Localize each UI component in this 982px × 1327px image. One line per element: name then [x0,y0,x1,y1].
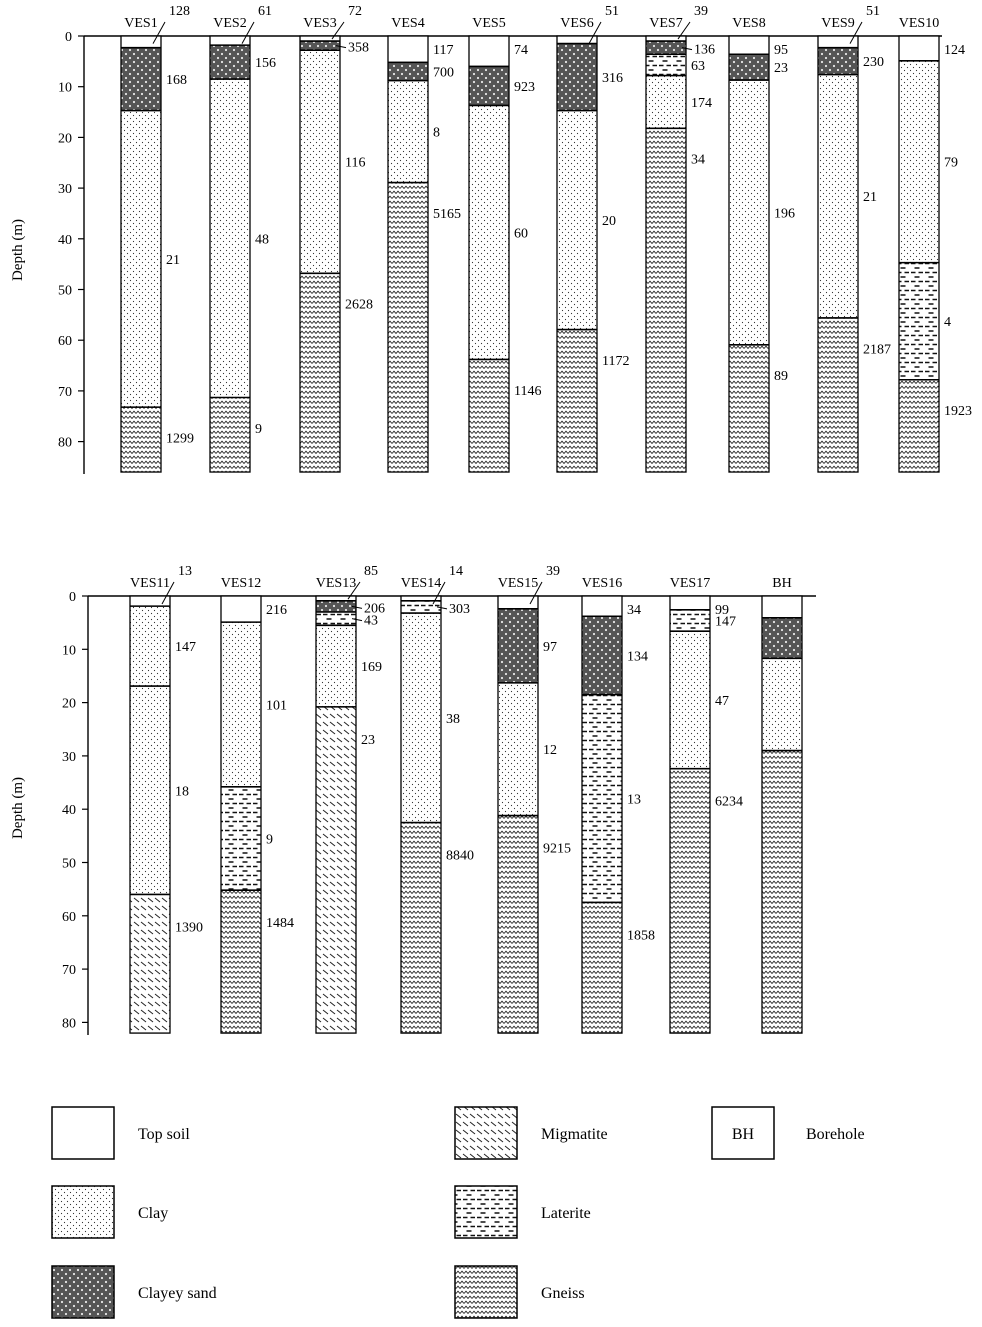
bottom-panel [10,564,816,1035]
depth-tick-label: 60 [62,909,76,925]
legend-swatch [52,1266,114,1318]
resistivity-label: 116 [345,155,366,171]
layer-gneiss [729,345,769,472]
legend-label: Migmatite [541,1126,608,1143]
legend-label: Gneiss [541,1285,585,1302]
resistivity-label: 156 [255,56,276,72]
legend-swatch [52,1186,114,1238]
resistivity-label: 79 [944,155,958,171]
ves-columns [130,564,802,1033]
depth-tick-label: 0 [65,30,72,45]
resistivity-label: 89 [774,369,788,385]
resistivity-label: 316 [602,71,623,87]
resistivity-label: 206 [364,601,385,617]
resistivity-label: 1299 [166,431,194,447]
depth-tick-label: 70 [58,384,72,400]
resistivity-label: 128 [169,4,190,19]
ves-name: VES17 [669,576,711,591]
depth-tick-label: 80 [58,435,72,451]
legend-item-borehole [712,1107,865,1159]
layer-clayey-sand [582,616,622,694]
layer-clay [210,79,250,397]
resistivity-label: 48 [255,232,269,248]
resistivity-label: 169 [361,660,382,676]
resistivity-label: 1858 [627,928,655,944]
resistivity-label: 6234 [715,794,743,810]
ves-name: VES8 [732,16,766,31]
resistivity-label: 700 [433,65,454,81]
layer-gneiss [646,128,686,472]
layer-gneiss [388,183,428,472]
layer-gneiss [469,359,509,472]
legend-item-gneiss [455,1266,585,1318]
layer-clayey-sand [818,48,858,75]
resistivity-label: 18 [175,784,189,800]
ves-column-ves17 [670,576,743,1033]
layer-clay [401,613,441,822]
layer-topsoil [388,36,428,62]
resistivity-label: 196 [774,206,795,222]
layer-clayey-sand [646,41,686,54]
legend-swatch [455,1107,517,1159]
layer-laterite [899,263,939,380]
layer-clayey-sand [729,54,769,80]
layer-clay [130,686,170,894]
depth-tick-label: 10 [58,80,72,96]
layer-gneiss [762,751,802,1033]
layer-topsoil [221,596,261,622]
layer-gneiss [899,380,939,472]
ves-name: VES1 [124,16,158,31]
resistivity-label: 51 [605,4,619,19]
ves-name: VES4 [391,16,425,31]
depth-tick-label: 30 [58,182,72,198]
ves-name: VES6 [560,16,594,31]
layer-clay [388,81,428,183]
layer-gneiss [582,902,622,1033]
resistivity-label: 216 [266,603,287,618]
layer-topsoil [670,596,710,610]
resistivity-label: 99 [715,603,729,618]
resistivity-label: 1172 [602,353,630,369]
resistivity-label: 20 [602,214,616,230]
resistivity-label: 358 [348,40,369,56]
layer-clay [498,683,538,816]
layer-topsoil [899,36,939,61]
legend-label: Clay [138,1205,169,1222]
layer-gneiss [401,823,441,1034]
resistivity-label: 97 [543,639,557,655]
layer-clay [557,111,597,330]
resistivity-label: 174 [691,95,712,111]
resistivity-label: 51 [866,4,880,19]
resistivity-label: 72 [348,4,362,19]
ves-name: BH [772,576,792,591]
depth-tick-label: 40 [62,803,76,819]
layer-gneiss [300,273,340,472]
layer-clayey-sand [210,45,250,79]
depth-tick-label: 0 [69,590,76,605]
resistivity-label: 14 [449,564,463,579]
layer-laterite [646,54,686,75]
depth-tick-label: 30 [62,749,76,765]
legend-swatch [455,1266,517,1318]
resistivity-label: 95 [774,43,788,58]
depth-axis-label: Depth (m) [10,776,26,840]
resistivity-label: 101 [266,698,287,714]
resistivity-label: 9 [266,832,273,848]
depth-tick-label: 70 [62,963,76,979]
ves-name: VES3 [303,16,337,31]
resistivity-label: 147 [175,640,196,656]
layer-clayey-sand [762,618,802,659]
resistivity-label: 1146 [514,383,542,399]
ves-column-ves11 [130,564,203,1033]
ves-column-bh [762,576,802,1033]
layer-gneiss [221,890,261,1033]
ves-name: VES14 [400,576,442,591]
top-panel [10,4,972,474]
layer-gneiss [121,407,161,472]
layer-clayey-sand [469,66,509,105]
resistivity-label: 147 [715,614,736,630]
legend-borehole-code: BH [731,1126,755,1143]
ves-name: VES11 [130,576,170,591]
legend-item-clayey-sand [52,1266,217,1318]
resistivity-label: 303 [449,601,470,617]
depth-tick-label: 20 [62,696,76,712]
ves-name: VES16 [581,576,623,591]
resistivity-label: 47 [715,693,729,709]
layer-clayey-sand [388,62,428,80]
resistivity-label: 13 [178,564,192,579]
ves-name: VES13 [315,576,357,591]
ves-column-ves13 [316,564,385,1033]
layer-topsoil [729,36,769,54]
resistivity-label: 2187 [863,342,891,358]
resistivity-label: 230 [863,55,884,71]
resistivity-label: 8840 [446,848,474,864]
layer-gneiss [818,318,858,472]
layer-laterite [401,601,441,613]
layer-clay [729,80,769,345]
ves-name: VES12 [220,576,262,591]
resistivity-label: 2628 [345,297,373,313]
layer-topsoil [582,596,622,616]
layer-topsoil [762,596,802,618]
resistivity-label: 1484 [266,916,294,932]
resistivity-label: 21 [166,252,180,268]
resistivity-label: 9215 [543,841,571,857]
layer-clay [121,111,161,408]
ves-name: VES7 [649,16,683,31]
ves-column-ves4 [388,16,461,472]
depth-axis-label: Depth (m) [10,218,26,282]
ves-name: VES10 [898,16,940,31]
resistivity-label: 61 [258,4,272,19]
layer-clay [762,658,802,750]
resistivity-label: 923 [514,79,535,95]
resistivity-label: 23 [361,732,375,748]
layer-clayey-sand [498,609,538,683]
resistivity-label: 34 [627,603,641,618]
ves-column-ves14 [401,564,474,1033]
layer-clayey-sand [316,601,356,612]
layer-migmatite [130,894,170,1033]
layer-clay [130,606,170,686]
legend-label: Clayey sand [138,1285,217,1302]
ves-column-ves10 [899,16,972,472]
layer-laterite [670,610,710,631]
ves-column-ves7 [646,4,715,472]
resistivity-label: 23 [774,61,788,77]
layer-clayey-sand [121,48,161,111]
layer-gneiss [670,769,710,1033]
ves-name: VES9 [821,16,855,31]
ves-column-ves2 [210,4,276,472]
ves-column-ves16 [582,576,655,1033]
ves-column-ves12 [221,576,294,1033]
legend-swatch [455,1186,517,1238]
resistivity-label: 85 [364,564,378,579]
resistivity-label: 74 [514,43,528,58]
layer-laterite [582,695,622,903]
layer-gneiss [498,816,538,1033]
legend-label: Laterite [541,1205,591,1222]
layer-clayey-sand [300,41,340,50]
ves-name: VES15 [497,576,539,591]
resistivity-label: 136 [694,42,715,58]
ves-column-ves1 [121,4,194,472]
ves-column-ves15 [498,564,571,1033]
ves-column-ves8 [729,16,795,472]
layer-clay [300,50,340,273]
ves-column-ves5 [469,16,541,472]
legend-item-clay [52,1186,168,1238]
resistivity-label: 124 [944,43,965,58]
ves-columns [121,4,972,472]
ves-column-ves3 [300,4,373,472]
legend-label: Top soil [138,1126,190,1143]
layer-clayey-sand [557,44,597,111]
resistivity-label: 1923 [944,404,972,420]
layer-clay [818,75,858,318]
resistivity-label: 39 [694,4,708,19]
layer-topsoil [498,596,538,609]
resistivity-label: 134 [627,649,648,665]
layer-topsoil [469,36,509,66]
layer-topsoil [818,36,858,48]
ves-column-ves9 [818,4,891,472]
legend-label: Borehole [806,1126,865,1143]
depth-tick-label: 50 [62,856,76,872]
layer-gneiss [210,397,250,472]
resistivity-label: 13 [627,792,641,808]
resistivity-label: 168 [166,73,187,89]
depth-tick-label: 80 [62,1016,76,1032]
layer-clay [899,61,939,263]
layer-laterite [316,612,356,625]
layer-clay [221,622,261,787]
layer-clay [646,76,686,129]
ves-name: VES5 [472,16,506,31]
resistivity-label: 8 [433,125,440,141]
resistivity-label: 43 [364,613,378,629]
layer-topsoil [121,36,161,48]
ves-column-ves6 [557,4,629,472]
resistivity-label: 34 [691,152,705,168]
depth-tick-label: 50 [58,283,72,299]
depth-tick-label: 40 [58,232,72,248]
resistivity-label: 12 [543,743,557,759]
resistivity-label: 38 [446,711,460,727]
layer-clay [670,631,710,769]
resistivity-label: 117 [433,43,454,58]
layer-laterite [221,787,261,890]
legend-item-migmatite [455,1107,608,1159]
legend-item-topsoil [52,1107,190,1159]
ves-name: VES2 [213,16,247,31]
layer-migmatite [316,707,356,1033]
depth-tick-label: 60 [58,334,72,350]
resistivity-label: 1390 [175,920,203,936]
resistivity-label: 21 [863,190,877,206]
resistivity-label: 39 [546,564,560,579]
lithology-legend [52,1107,865,1318]
layer-clay [316,625,356,707]
resistivity-label: 60 [514,226,528,242]
legend-swatch [52,1107,114,1159]
layer-gneiss [557,330,597,472]
resistivity-label: 4 [944,315,951,331]
legend-item-laterite [455,1186,591,1238]
resistivity-label: 5165 [433,206,461,222]
layer-clay [469,105,509,359]
depth-tick-label: 10 [62,643,76,659]
resistivity-label: 9 [255,421,262,437]
depth-tick-label: 20 [58,131,72,147]
resistivity-label: 63 [691,58,705,74]
